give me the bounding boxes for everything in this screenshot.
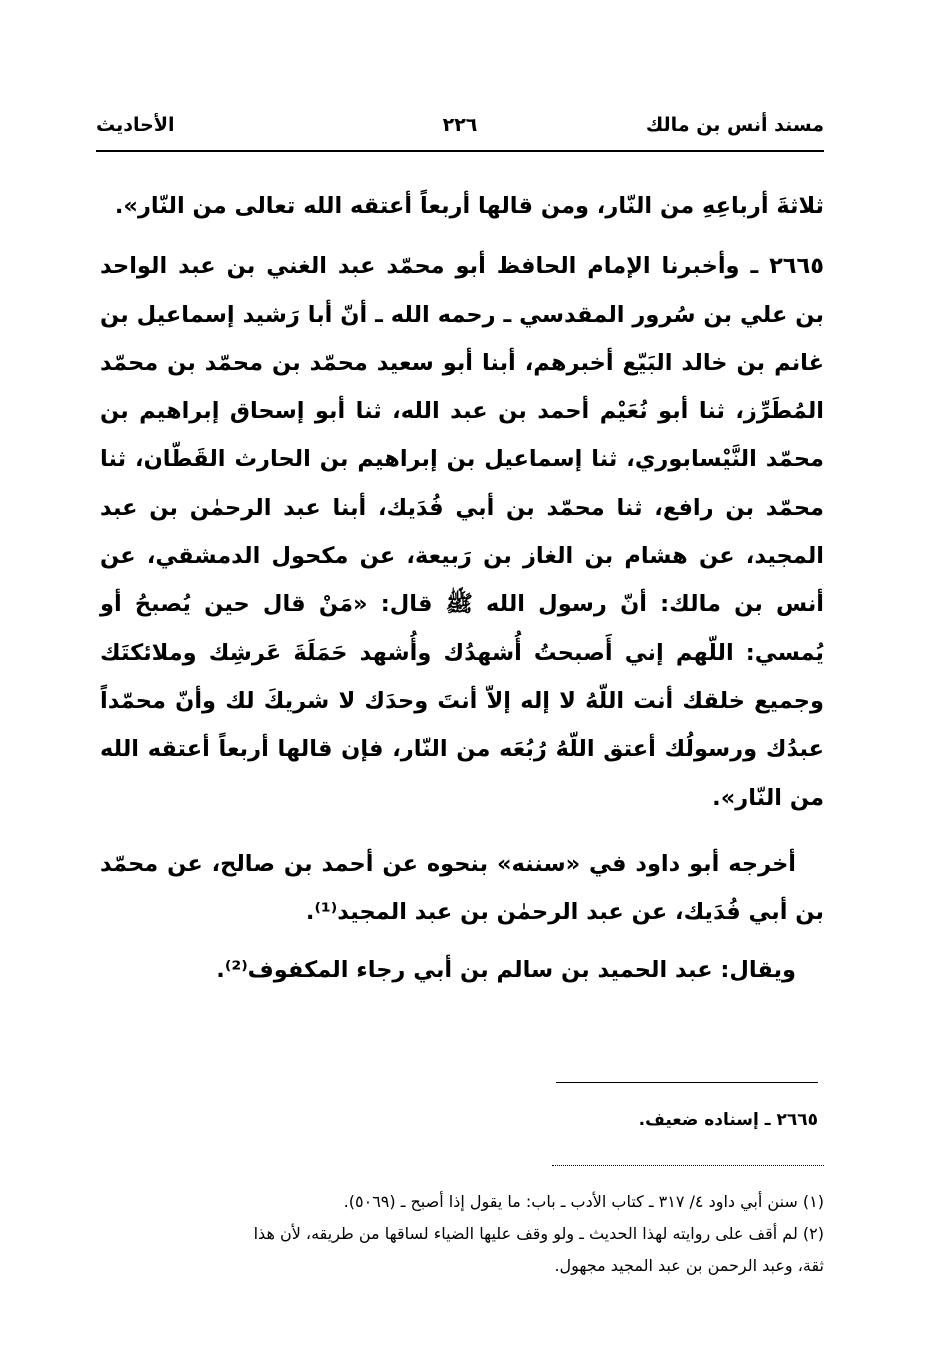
footnote-1: (١) سنن أبي داود ٤/ ٣١٧ ـ كتاب الأدب ـ باب: ما يقول إذا أصبح ـ (٥٠٦٩).	[343, 1192, 824, 1211]
footnote-2-line-1: (٢) لم أقف على روايته لهذا الحديث ـ ولو وقف عليها الضياء لساقها من طريقه، لأن هذا	[253, 1224, 824, 1243]
footnote-2-line-2: ثقة، وعبد الرحمن بن عبد المجيد مجهول.	[554, 1256, 824, 1275]
hadith-grading-note: ٢٦٦٥ ـ إسناده ضعيف.	[638, 1110, 818, 1130]
footnote-dotted-separator	[552, 1165, 824, 1166]
main-text	[100, 182, 824, 995]
paragraph-continuation: ثلاثةَ أرباعِهِ من النّار، ومن قالها أربعاً أعتقه الله تعالى من النّار».	[114, 193, 824, 219]
hadith-2665: ٢٦٦٥ ـ وأخبرنا الإمام الحافظ أبو محمّد عبد الغني بن عبد الواحد بن علي بن سُرور المقدسي ـ رحمه الله ـ أنّ أبا رَشيد إسماعيل بن غانم بن خالد البَيّع أخبرهم، أبنا أبو سعيد محمّد بن محمّد بن محمّد المُطَرِّز، ثنا أبو نُعَيْم أحمد بن عبد الله، ثنا أبو إسحاق إبراهيم بن محمّد النَّيْسابوري، ثنا إسماعيل بن إبراهيم بن الحارث القَطّان، ثنا محمّد بن رافع، ثنا محمّد بن أبي فُدَيك، أبنا عبد الرحمٰن بن عبد المجيد، عن هشام بن الغاز بن رَبيعة، عن مكحول الدمشقي، عن أنس بن مالك: أنّ رسول الله ﷺ قال: «مَنْ قال حين يُصبحُ أو يُمسي: اللّهم إني أَصبحتُ أُشهدُك وأُشهد حَمَلَةَ عَرشِك وملائكتَك وجميع خلقك أنت اللّهُ لا إله إلاّ أنتَ وحدَك لا شريكَ لك وأنّ محمّداً عبدُك ورسولُك أعتق اللّهُ رُبُعَه من النّار، فإن قالها أربعاً أعتقه الله من النّار».	[100, 253, 824, 811]
narrator-note-paragraph: ويقال: عبد الحميد بن سالم بن أبي رجاء المكفوف⁽²⁾.	[216, 957, 796, 984]
page-header	[96, 110, 824, 152]
section-title: الأحاديث	[96, 114, 175, 136]
page-number: ٢٢٦	[442, 114, 478, 136]
takhrij-paragraph: أخرجه أبو داود في «سننه» بنحوه عن أحمد بن صالح، عن محمّد بن أبي فُدَيك، عن عبد الرحمٰن بن عبد المجيد⁽¹⁾.	[100, 850, 824, 926]
footnotes	[100, 1186, 824, 1282]
book-title: مسند أنس بن مالك	[645, 114, 824, 136]
footnote-separator	[556, 1082, 818, 1083]
